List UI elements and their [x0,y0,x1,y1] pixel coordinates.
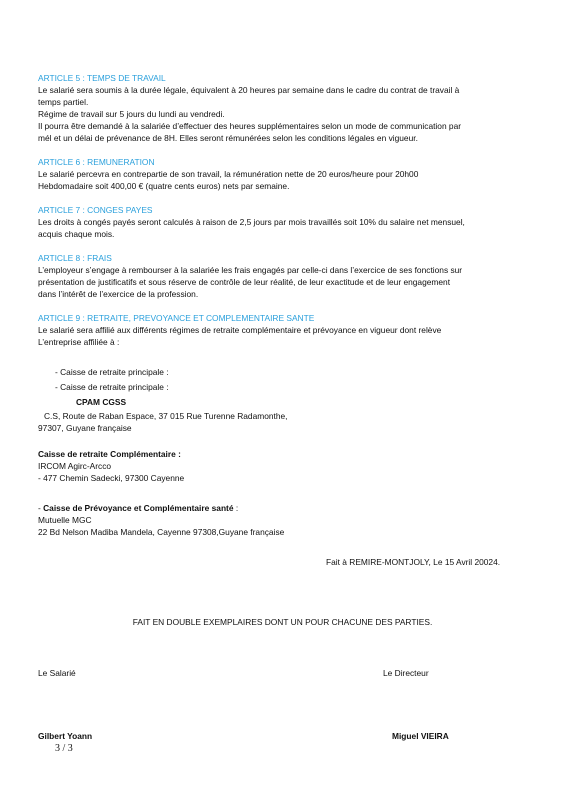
article8-line: dans l’intérêt de l’exercice de la profession. [38,289,199,299]
org-address-line: C.S, Route de Raban Espace, 37 015 Rue Turenne Radamonthe, [44,411,288,421]
bullet-caisse-principale: - Caisse de retraite principale : [55,367,169,377]
article9-line: L’entreprise affiliée à : [38,337,120,347]
place-date: Fait à REMIRE-MONTJOLY, Le 15 Avril 20024. [326,557,501,567]
article6-line: Le salarié percevra en contrepartie de son travail, la rémunération nette de 20 euros/heure pour 20h00 [38,169,419,179]
article9-heading: ARTICLE 9 : RETRAITE, PREVOYANCE ET COMPLEMENTAIRE SANTE [38,313,315,323]
article6-line: Hebdomadaire soit 400,00 € (quatre cents euros) nets par semaine. [38,181,290,191]
article5-line: temps partiel. [38,97,89,107]
prevoyance-line: Mutuelle MGC [38,515,92,525]
article5-line: Le salarié sera soumis à la durée légale, équivalent à 20 heures par semaine dans le cadre du contrat de travail à [38,85,460,95]
article8-line: L’employeur s’engage à rembourser à la salariée les frais engagés par celle-ci dans l’exercice de ses fonctions sur [38,265,463,275]
signature-label-director: Le Directeur [383,668,429,678]
article5-line: Régime de travail sur 5 jours du lundi au vendredi. [38,109,225,119]
org-name: CPAM CGSS [76,397,127,407]
prevoyance-title-line [38,502,538,514]
article6-heading: ARTICLE 6 : REMUNERATION [38,157,155,167]
article5-heading: ARTICLE 5 : TEMPS DE TRAVAIL [38,73,166,83]
complementary-title: Caisse de retraite Complémentaire : [38,449,181,459]
prevoyance-line: 22 Bd Nelson Madiba Mandela, Cayenne 97308,Guyane française [38,527,285,537]
complementary-line: - 477 Chemin Sadecki, 97300 Cayenne [38,473,185,483]
article5-line: Il pourra être demandé à la salariée d’effectuer des heures supplémentaires selon un mode de communication par [38,121,462,131]
article8-line: présentation de justificatifs et sous réserve de contrôle de leur réalité, de leur exactitude et de leur engagement [38,277,451,287]
article9-line: Le salarié sera affilié aux différents régimes de retraite complémentaire et prévoyance en vigueur dont relève [38,325,442,335]
bullet-caisse-principale-2: - Caisse de retraite principale : [55,382,169,392]
article7-heading: ARTICLE 7 : CONGES PAYES [38,205,153,215]
complementary-line: IRCOM Agirc-Arcco [38,461,112,471]
signature-name-employee: Gilbert Yoann [38,731,93,741]
prevoyance-title: Caisse de Prévoyance et Complémentaire santé [43,503,234,513]
org-address-line: 97307, Guyane française [38,423,132,433]
prevoyance-suffix: : [233,503,239,513]
signature-label-employee: Le Salarié [38,668,76,678]
article7-line: Les droits à congés payés seront calculés à raison de 2,5 jours par mois travaillés soit 10% du salaire net mensuel, [38,217,465,227]
article7-line: acquis chaque mois. [38,229,115,239]
article8-heading: ARTICLE 8 : FRAIS [38,253,112,263]
signature-name-director: Miguel VIEIRA [392,731,449,741]
prevoyance-prefix: - [38,503,44,513]
article5-line: mél et un délai de prévenance de 8H. Elles seront rémunérées selon les conditions légales en vigueur. [38,133,418,143]
page-number: 3 / 3 [55,743,73,754]
double-copies-note: FAIT EN DOUBLE EXEMPLAIRES DONT UN POUR CHACUNE DES PARTIES. [132,617,433,627]
